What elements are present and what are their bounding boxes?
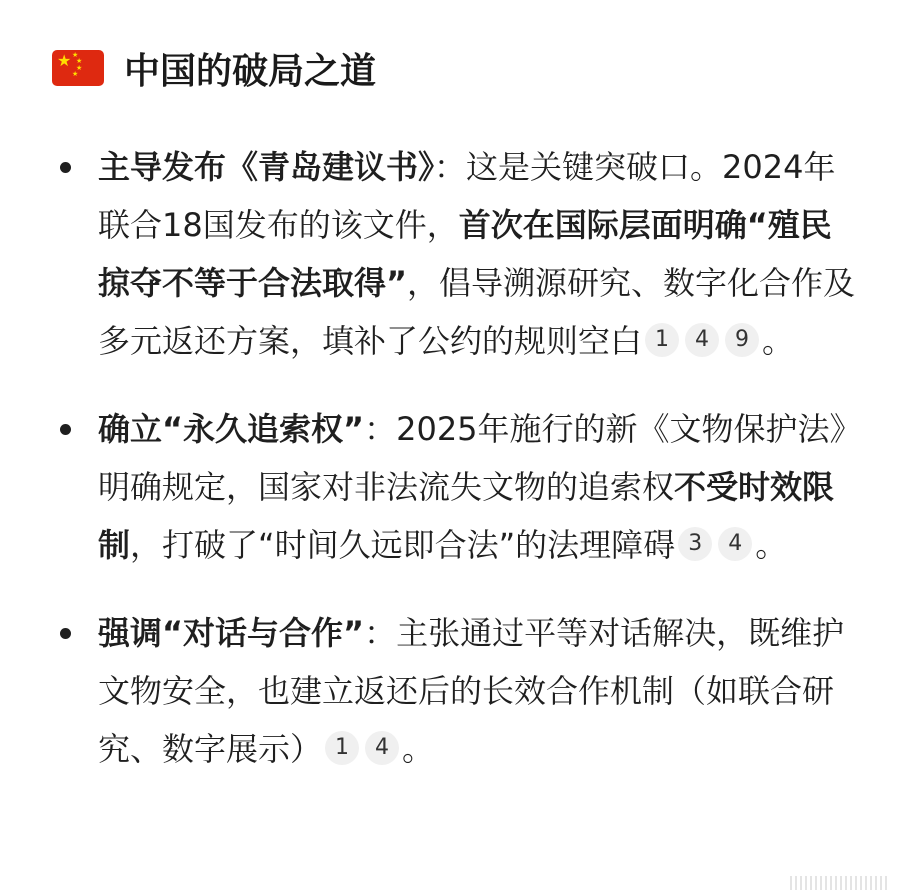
item-text: 主张通过平等对话解决，既维护文物安全，也建立返还后的长效合作机制（如联合研究、数字展示） [98, 614, 845, 768]
item-lead: 确立“永久追索权” [98, 410, 365, 448]
bullet-dot [60, 424, 71, 435]
watermark [790, 876, 890, 890]
citation-badge[interactable]: 9 [725, 323, 759, 357]
item-separator: ： [434, 148, 467, 186]
item-text: 这是关键突破口。2024年联合18国发布的该文件， [98, 148, 836, 244]
citation-badge[interactable]: 3 [678, 527, 712, 561]
bullet-dot [60, 162, 71, 173]
item-end: 。 [762, 322, 795, 360]
bullet-dot [60, 628, 71, 639]
item-end: 。 [755, 526, 788, 564]
section-heading [52, 40, 376, 96]
list-item [60, 604, 860, 778]
section-title: 中国的破局之道 [124, 50, 377, 92]
list-item [60, 400, 860, 574]
item-text: ，倡导溯源研究、数字化合作及多元返还方案，填补了公约的规则空白 [98, 264, 856, 360]
citation-badge[interactable]: 4 [365, 731, 399, 765]
item-separator: ： [364, 614, 397, 652]
citation-badge[interactable]: 1 [645, 323, 679, 357]
item-emphasis: 首次在国际层面明确“殖民掠夺不等于合法取得” [98, 206, 832, 302]
item-text: 2025年施行的新《文物保护法》明确规定，国家对非法流失文物的追索权 [98, 410, 846, 506]
list-item [60, 138, 860, 370]
item-text: ，打破了“时间久远即合法”的法理障碍 [130, 526, 676, 564]
item-end: 。 [402, 730, 435, 768]
citation-badge[interactable]: 1 [325, 731, 359, 765]
item-lead: 主导发布《青岛建议书》 [98, 148, 435, 186]
item-lead: 强调“对话与合作” [98, 614, 365, 652]
china-flag-icon: ★ ★ ★ ★ ★ [52, 50, 104, 86]
bullet-list [60, 138, 860, 808]
citation-badge[interactable]: 4 [685, 323, 719, 357]
citation-badge[interactable]: 4 [718, 527, 752, 561]
item-separator: ： [364, 410, 397, 448]
item-emphasis: 不受时效限制 [98, 468, 835, 564]
